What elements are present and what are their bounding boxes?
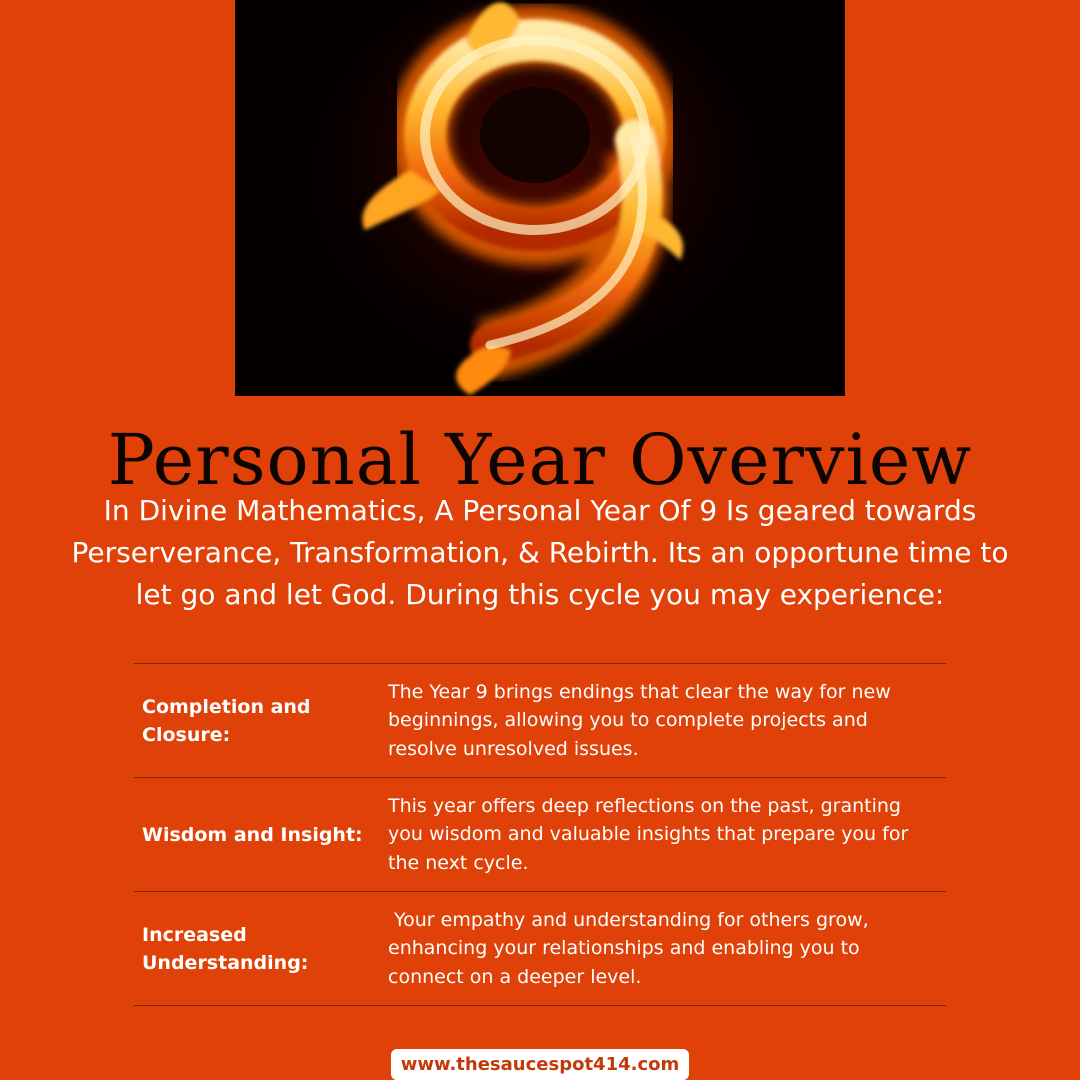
row-label: Increased Understanding: bbox=[142, 923, 309, 974]
row-label: Wisdom and Insight: bbox=[142, 823, 363, 846]
page-title: Personal Year Overview bbox=[107, 419, 973, 501]
intro-paragraph: In Divine Mathematics, A Personal Year Of 9 Is geared towards Perserverance, Transformation, & Rebirth. Its an opportune time to let go and let God. During this cycle you may experience: bbox=[71, 494, 1009, 611]
row-description: The Year 9 brings endings that clear the way for new beginnings, allowing you to complete projects and resolve unresolved issues. bbox=[388, 680, 897, 760]
table-row bbox=[134, 664, 946, 778]
row-description: This year offers deep reflections on the past, granting you wisdom and valuable insights that prepare you for the next cycle. bbox=[388, 794, 915, 874]
row-description: Your empathy and understanding for others grow, enhancing your relationships and enabling you to connect on a deeper level. bbox=[388, 908, 875, 988]
row-label: Completion and Closure: bbox=[142, 695, 311, 746]
table-row bbox=[134, 778, 946, 892]
flaming-nine-image bbox=[235, 0, 845, 396]
table-row bbox=[134, 892, 946, 1006]
experience-table bbox=[134, 663, 946, 1006]
website-url[interactable]: www.thesaucespot414.com bbox=[391, 1049, 689, 1080]
